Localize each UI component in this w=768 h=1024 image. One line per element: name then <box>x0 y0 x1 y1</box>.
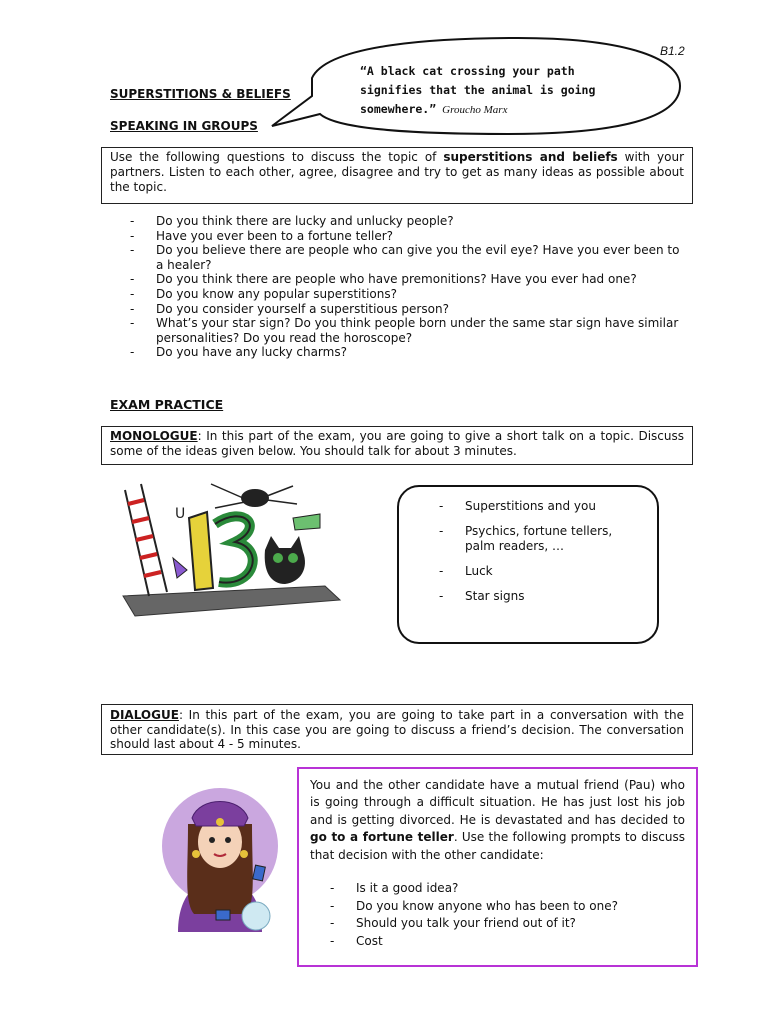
intro-box <box>101 147 693 204</box>
dialogue-situation-box <box>297 767 698 967</box>
speaking-heading: SPEAKING IN GROUPS <box>110 119 258 133</box>
fortune-teller-illustration <box>160 782 280 934</box>
list-item: - Do you think there are people who have premonitions? Have you ever had one? <box>130 272 690 287</box>
monologue-text: : In this part of the exam, you are going to give a short talk on a topic. Discuss some of the ideas given below. You should talk for about 3 minutes. <box>110 429 684 458</box>
monologue-label: MONOLOGUE <box>110 429 198 443</box>
prompt-list <box>330 880 685 950</box>
list-item: - Cost <box>330 933 685 951</box>
level-label: B1.2 <box>660 44 685 58</box>
situation-text-end: . Use the following prompts to discuss that decision with the other candidate: <box>310 830 686 862</box>
intro-text: Use the following questions to discuss the topic of <box>110 150 444 164</box>
list-item: - Should you talk your friend out of it? <box>330 915 685 933</box>
list-item: - Star signs <box>439 589 657 604</box>
exam-heading: EXAM PRACTICE <box>110 397 224 412</box>
quote-text: “A black cat crossing your path signifies that the animal is going somewhere.” <box>360 64 596 116</box>
list-item: - What’s your star sign? Do you think people born under the same star sign have similar personalities? Do you read the horoscope? <box>130 316 690 345</box>
list-item: - Do you know anyone who has been to one? <box>330 898 685 916</box>
dialogue-box <box>101 704 693 755</box>
monologue-box <box>101 426 693 465</box>
situation-text-start: You and the other candidate have a mutual friend (Pau) who is going through a difficult situation. He has just lost his job and is getting divorced. He is devastated and has decided to <box>310 778 685 827</box>
quote-author: Groucho Marx <box>442 104 508 116</box>
question-list <box>130 214 690 360</box>
dialogue-label: DIALOGUE <box>110 708 179 722</box>
situation-text <box>310 777 685 864</box>
list-item: - Do you have any lucky charms? <box>130 345 690 360</box>
situation-bold: go to a fortune teller <box>310 830 454 845</box>
list-item: - Do you think there are lucky and unlucky people? <box>130 214 690 229</box>
list-item: - Have you ever been to a fortune teller? <box>130 229 690 244</box>
quote <box>360 62 610 120</box>
dialogue-text: : In this part of the exam, you are going to take part in a conversation with the other candidate(s). In this case you are going to discuss a friend’s decision. The conversation should last about 4 - 5 minutes. <box>110 708 684 751</box>
list-item: - Do you know any popular superstitions? <box>130 287 690 302</box>
list-item: - Do you believe there are people who can give you the evil eye? Have you ever been to a healer? <box>130 243 690 272</box>
list-item: - Psychics, fortune tellers, palm readers, … <box>439 524 615 554</box>
list-item: - Do you consider yourself a superstitious person? <box>130 302 690 317</box>
topic-list <box>439 499 657 604</box>
monologue-topics-box <box>397 485 659 644</box>
superstition-illustration <box>115 478 350 628</box>
list-item: - Is it a good idea? <box>330 880 685 898</box>
list-item: - Superstitions and you <box>439 499 657 514</box>
svg-text:U: U <box>175 506 186 522</box>
intro-bold: superstitions and beliefs <box>443 150 618 164</box>
list-item: - Luck <box>439 564 657 579</box>
intro-text-end: with your partners. Listen to each other, agree, disagree and try to get as many ideas as possible about the topic. <box>110 150 684 194</box>
page-title: SUPERSTITIONS & BELIEFS <box>110 87 291 101</box>
